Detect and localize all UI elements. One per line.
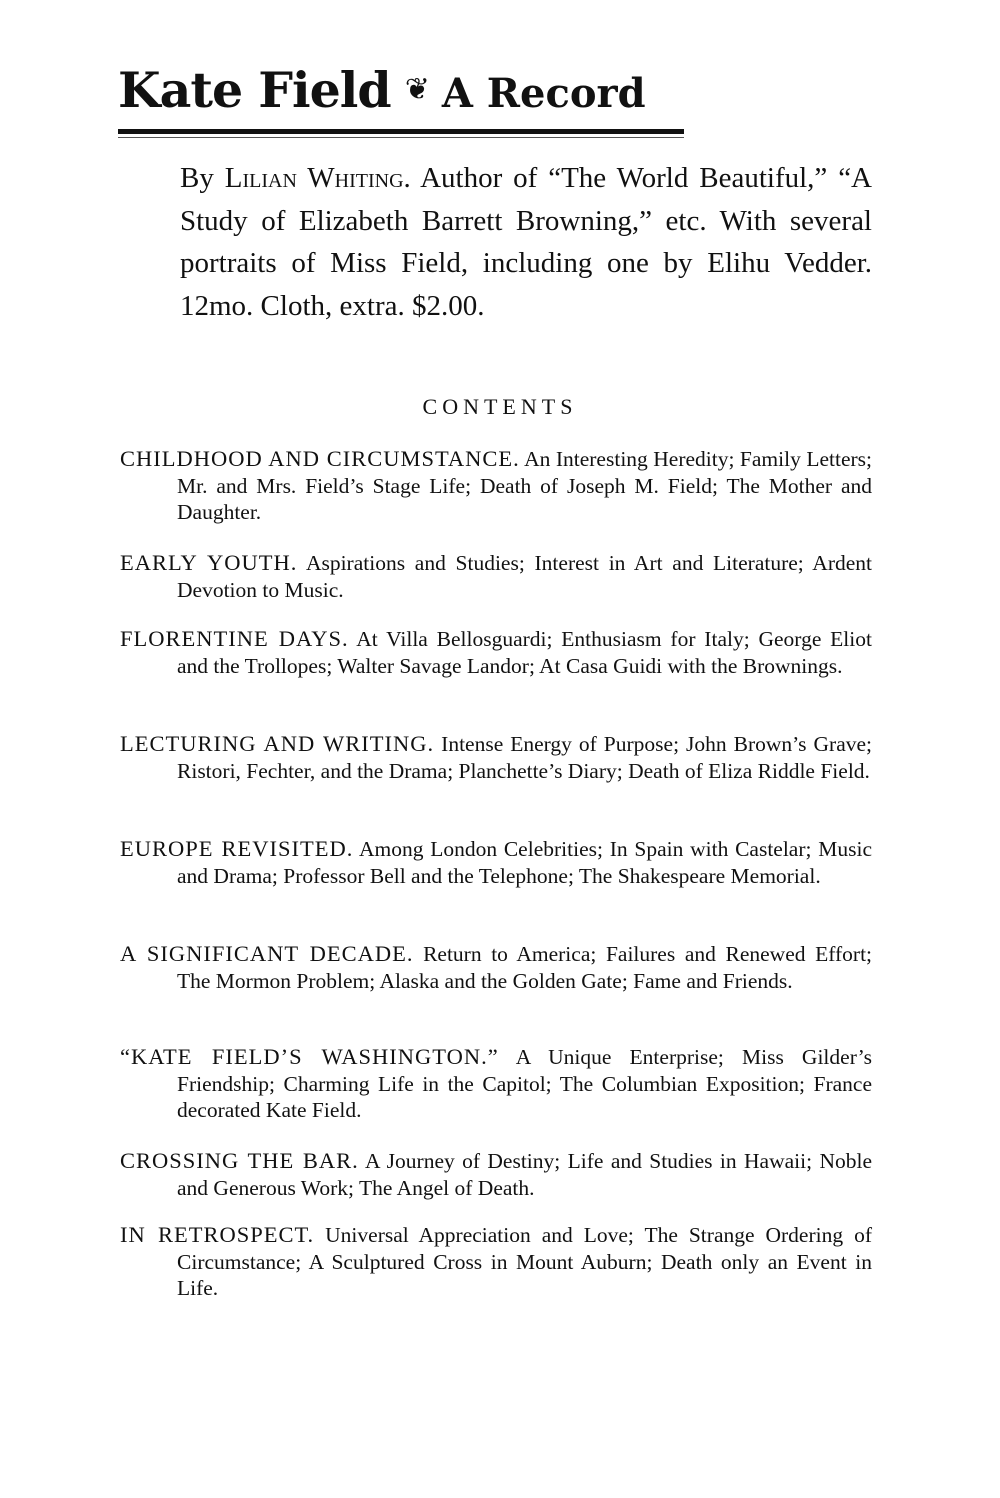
contents-entry: [120, 836, 872, 889]
chapter-summary: A Unique Enterprise; Miss Gilder’s Friendship; Charming Life in the Capitol; The Columbian Exposition; France decorated Kate Field.: [177, 1045, 872, 1122]
contents-entry: [120, 941, 872, 994]
chapter-title: CHILDHOOD AND CIRCUMSTANCE.: [120, 446, 520, 471]
contents-entry: [120, 550, 872, 603]
title-rule: [118, 129, 684, 134]
chapter-title: EUROPE REVISITED.: [120, 836, 354, 861]
contents-entry: [120, 731, 872, 784]
chapter-summary: Intense Energy of Purpose; John Brown’s Grave; Ristori, Fechter, and the Drama; Planchette’s Diary; Death of Eliza Riddle Field.: [177, 732, 873, 783]
contents-entry: [120, 1222, 872, 1302]
chapter-summary: At Villa Bellosguardi; Enthusiasm for Italy; George Eliot and the Trollopes; Walter Savage Landor; At Casa Guidi with the Brownings.: [177, 627, 872, 678]
title-field: Field: [258, 61, 391, 119]
title-subtitle: A Record: [441, 70, 646, 117]
title-kate: Kate: [118, 61, 259, 119]
chapter-summary: A Journey of Destiny; Life and Studies in Hawaii; Noble and Generous Work; The Angel of Death.: [177, 1149, 872, 1200]
book-description: [180, 157, 872, 327]
title-rule-thin: [118, 137, 684, 138]
chapter-summary: An Interesting Heredity; Family Letters; Mr. and Mrs. Field’s Stage Life; Death of Joseph M. Field; The Mother and Daughter.: [177, 447, 872, 524]
book-title: [118, 52, 688, 128]
chapter-summary: Aspirations and Studies; Interest in Art and Literature; Ardent Devotion to Music.: [177, 551, 872, 602]
chapter-title: A SIGNIFICANT DECADE.: [120, 941, 414, 966]
chapter-title: FLORENTINE DAYS.: [120, 626, 349, 651]
chapter-title: IN RETROSPECT.: [120, 1222, 315, 1247]
description-by: By: [180, 162, 225, 194]
chapter-title: LECTURING AND WRITING.: [120, 731, 435, 756]
fleuron-icon: ❦: [404, 72, 430, 107]
author-name: Lilian Whiting: [224, 162, 404, 194]
chapter-summary: Return to America; Failures and Renewed Effort; The Mormon Problem; Alaska and the Golden Gate; Fame and Friends.: [177, 942, 873, 993]
contents-entry: [120, 1148, 872, 1201]
chapter-title: EARLY YOUTH.: [120, 550, 298, 575]
chapter-title: CROSSING THE BAR.: [120, 1148, 359, 1173]
contents-entry: [120, 1044, 872, 1124]
chapter-title: “KATE FIELD’S WASHINGTON.”: [120, 1044, 499, 1069]
chapter-summary: Universal Appreciation and Love; The Strange Ordering of Circumstance; A Sculptured Cross in Mount Auburn; Death only an Event in Life.: [177, 1223, 872, 1300]
chapter-summary: Among London Celebrities; In Spain with Castelar; Music and Drama; Professor Bell and the Telephone; The Shakespeare Memorial.: [177, 837, 872, 888]
contents-entry: [120, 626, 872, 679]
contents-entry: [120, 446, 872, 526]
description-text: . Author of “The World Beautiful,” “A Study of Elizabeth Barrett Browning,” etc. With several portraits of Miss Field, including one by Elihu Vedder. 12mo. Cloth, extra. $2.00.: [180, 162, 873, 322]
contents-heading: CONTENTS: [422, 394, 578, 419]
